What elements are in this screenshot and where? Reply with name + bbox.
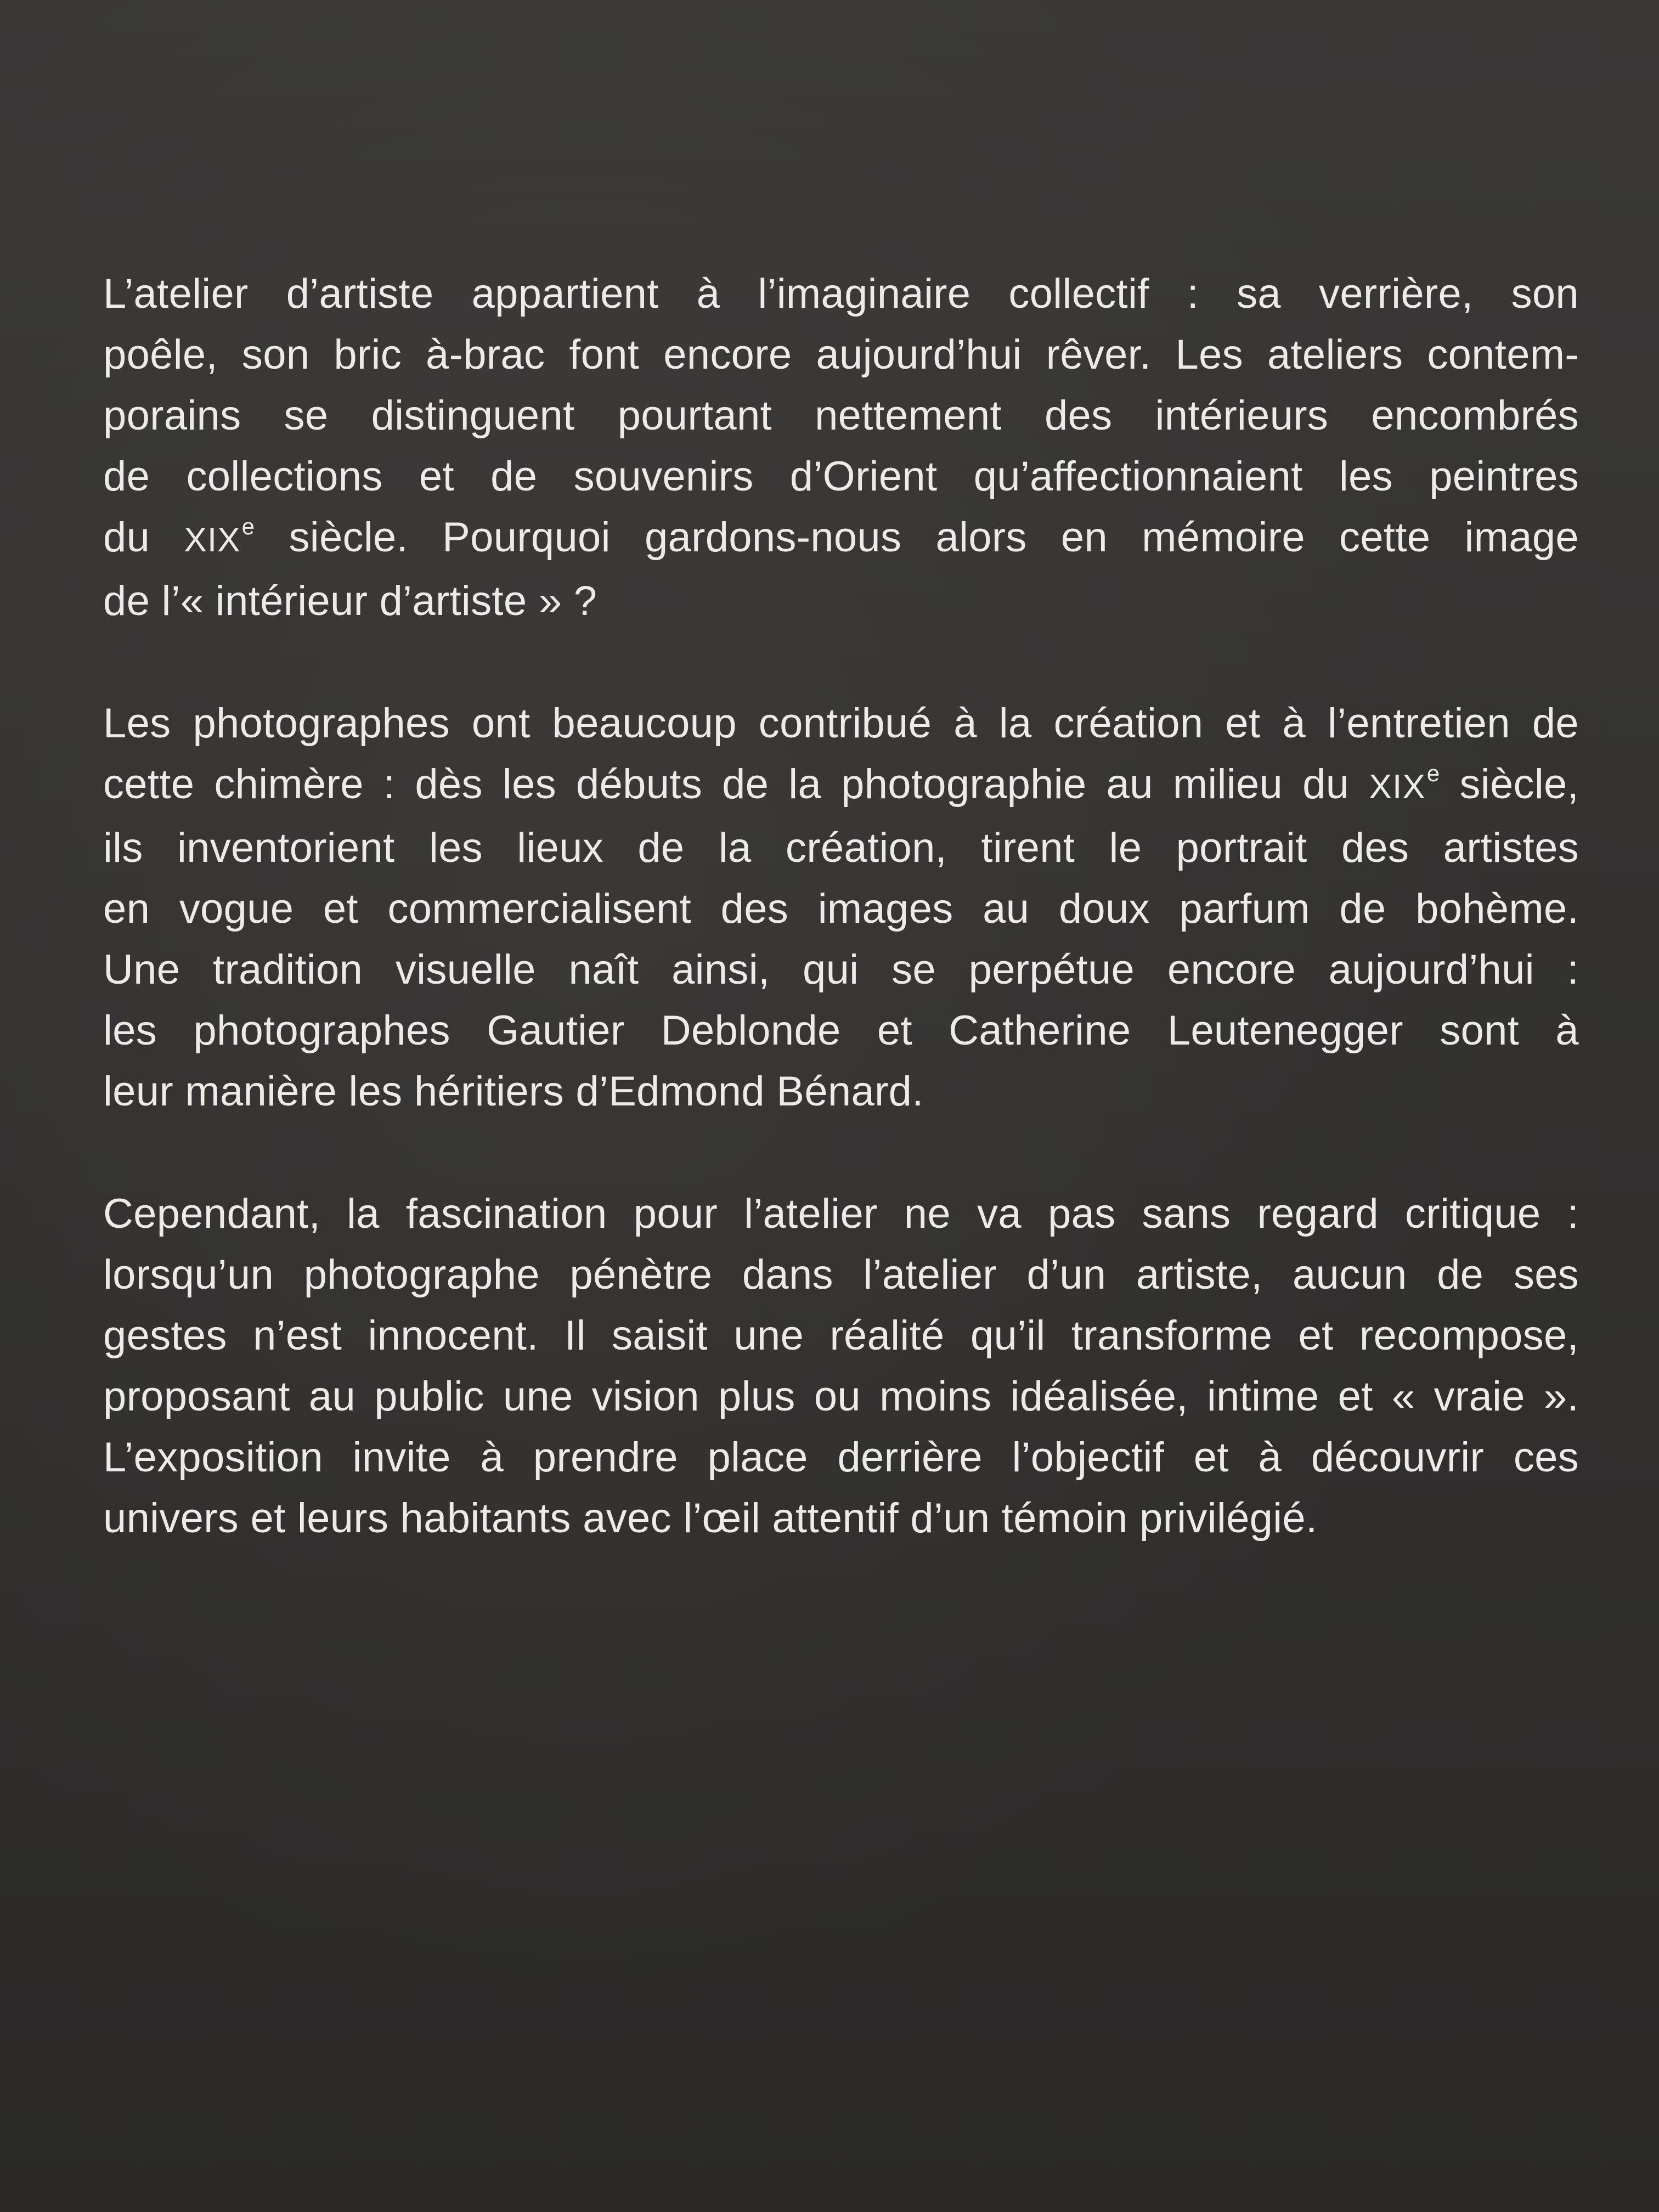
text-line: L’exposition invite à prendre place derrière l’objectif et à découvrir ces bbox=[103, 1434, 1579, 1481]
text-line: en vogue et commercialisent des images au doux parfum de bohème. bbox=[103, 885, 1579, 932]
text-segment: siècle. Pourquoi gardons-nous alors en mémoire cette image bbox=[255, 514, 1579, 561]
text-line: de l’« intérieur d’artiste » ? bbox=[103, 578, 597, 624]
text-line bbox=[103, 507, 1579, 571]
wall-text-panel bbox=[103, 263, 1579, 1610]
paragraph-3 bbox=[103, 1183, 1579, 1549]
paragraph-1 bbox=[103, 263, 1579, 631]
text-line: proposant au public une vision plus ou moins idéalisée, intime et « vraie ». bbox=[103, 1373, 1579, 1420]
ordinal-superscript: e bbox=[241, 513, 255, 539]
text-line: de collections et de souvenirs d’Orient qu’affectionnaient les peintres bbox=[103, 453, 1579, 500]
text-line: univers et leurs habitants avec l’œil attentif d’un témoin privilégié. bbox=[103, 1495, 1318, 1542]
text-line: lorsqu’un photographe pénètre dans l’atelier d’un artiste, aucun de ses bbox=[103, 1251, 1579, 1298]
text-line: Cependant, la fascination pour l’atelier ne va pas sans regard critique : bbox=[103, 1190, 1579, 1237]
text-line: Les photographes ont beaucoup contribué à la création et à l’entretien de bbox=[103, 700, 1579, 747]
text-line: les photographes Gautier Deblonde et Catherine Leutenegger sont à bbox=[103, 1007, 1579, 1054]
text-segment: du bbox=[103, 514, 184, 561]
text-segment: cette chimère : dès les débuts de la photographie au milieu du bbox=[103, 761, 1369, 808]
text-line: ils inventorient les lieux de la création, tirent le portrait des artistes bbox=[103, 825, 1579, 871]
text-line: porains se distinguent pourtant nettement des intérieurs encombrés bbox=[103, 392, 1579, 439]
text-line: L’atelier d’artiste appartient à l’imaginaire collectif : sa verrière, son bbox=[103, 270, 1579, 317]
paragraph-2 bbox=[103, 693, 1579, 1122]
text-line bbox=[103, 754, 1579, 817]
century-numeral: XIX bbox=[184, 521, 241, 559]
text-segment: siècle, bbox=[1440, 761, 1579, 808]
text-line: poêle, son bric à-brac font encore aujourd’hui rêver. Les ateliers contem- bbox=[103, 331, 1579, 378]
century-numeral: XIX bbox=[1369, 768, 1426, 806]
ordinal-superscript: e bbox=[1426, 760, 1440, 786]
text-line: leur manière les héritiers d’Edmond Bénard. bbox=[103, 1068, 924, 1115]
text-line: Une tradition visuelle naît ainsi, qui se perpétue encore aujourd’hui : bbox=[103, 946, 1579, 993]
text-line: gestes n’est innocent. Il saisit une réalité qu’il transforme et recompose, bbox=[103, 1312, 1579, 1359]
